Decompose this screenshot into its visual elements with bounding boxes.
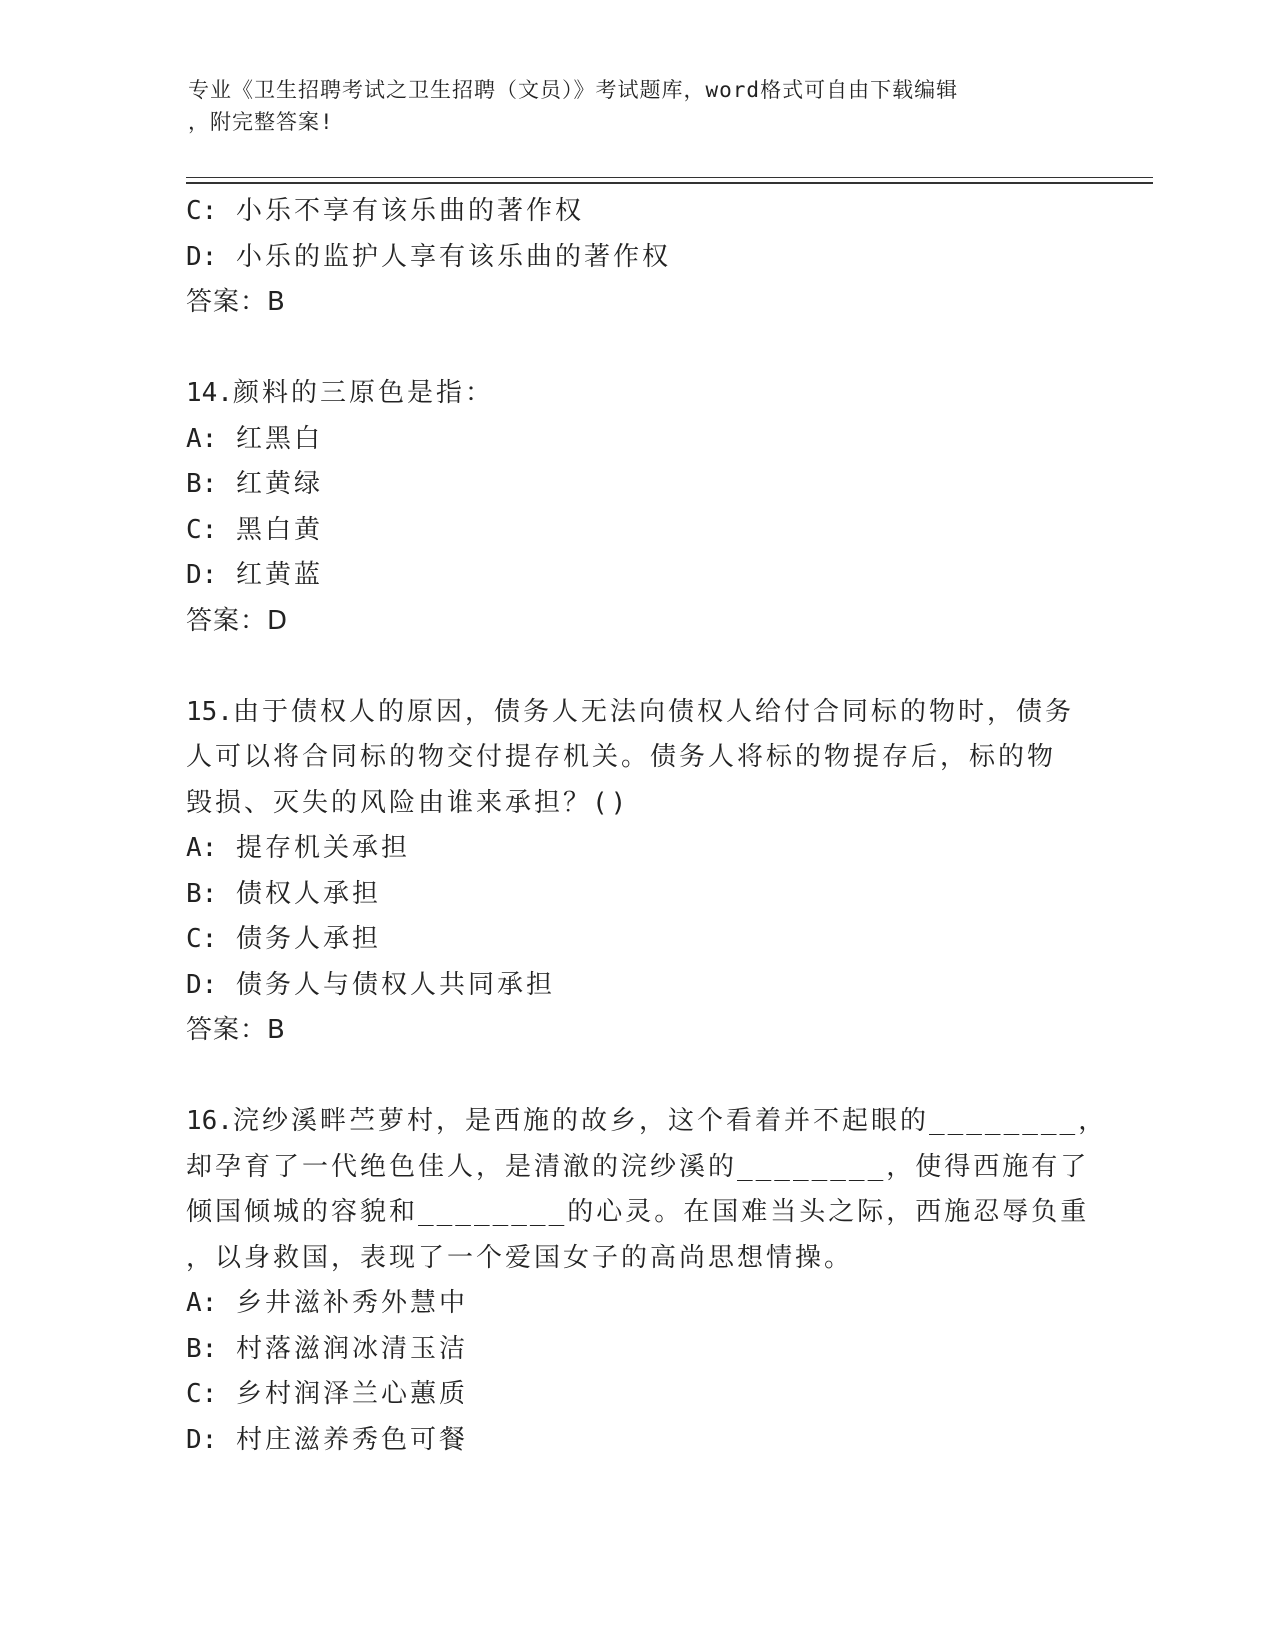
answer-label: 答案： (186, 605, 268, 636)
answer-line (186, 599, 1086, 645)
option-label: A: (186, 423, 218, 454)
option-label: B: (186, 469, 218, 499)
option-text: 村庄滋养秀色可餐 (235, 1424, 468, 1455)
header-line-1: 专业《卫生招聘考试之卫生招聘（文员）》考试题库，word格式可自由下载编辑 (188, 78, 959, 102)
question-14 (186, 371, 1086, 644)
option-c (186, 917, 1086, 963)
option-text: 乡井滋补秀外慧中 (235, 1288, 468, 1318)
question-text: 颜料的三原色是指： (232, 378, 494, 408)
question-stem (186, 371, 1086, 417)
option-label: A: (186, 1288, 218, 1318)
question-number: 15. (186, 696, 233, 727)
option-label: A: (186, 833, 218, 863)
answer-value: B (267, 287, 286, 317)
answer-value: B (267, 1015, 286, 1045)
option-text: 债权人承担 (235, 878, 381, 909)
question-number: 16. (186, 1106, 233, 1136)
option-label: D: (186, 969, 218, 1000)
option-text: 村落滋润冰清玉洁 (235, 1333, 468, 1364)
question-text: 浣纱溪畔苎萝村，是西施的故乡，这个看着并不起眼的________， (232, 1106, 1108, 1136)
answer-line (186, 280, 1086, 326)
option-a (186, 417, 1086, 463)
option-text: 提存机关承担 (235, 833, 410, 863)
option-b (186, 462, 1086, 508)
option-text: 乡村润泽兰心蕙质 (235, 1379, 468, 1409)
option-text: 红黄绿 (235, 469, 323, 499)
partial-question (186, 189, 1086, 326)
option-text: 债务人承担 (235, 924, 381, 954)
question-text: 由于债权人的原因，债务人无法向债权人给付合同标的物时，债务 (232, 696, 1074, 727)
option-label: B: (186, 1333, 218, 1364)
option-b (186, 1327, 1086, 1373)
document-header (188, 74, 1088, 138)
option-label: C: (186, 196, 218, 226)
option-d (186, 963, 1086, 1009)
answer-line (186, 1008, 1086, 1054)
option-c (186, 1372, 1086, 1418)
question-15 (186, 690, 1086, 1054)
option-d (186, 235, 1086, 281)
option-label: D: (186, 560, 218, 590)
header-line-2: ，附完整答案! (188, 110, 334, 134)
question-list (186, 189, 1108, 1463)
question-stem (186, 690, 1086, 736)
option-label: C: (186, 1379, 218, 1409)
option-text: 红黑白 (235, 423, 323, 454)
answer-label: 答案： (186, 1015, 268, 1045)
question-text-line: 倾国倾城的容貌和________的心灵。在国难当头之际，西施忍辱负重 (186, 1197, 1090, 1227)
answer-value: D (267, 605, 289, 636)
question-number: 14. (186, 378, 233, 408)
answer-label: 答案： (186, 287, 268, 317)
option-text: 小乐不享有该乐曲的著作权 (235, 196, 584, 226)
option-text: 黑白黄 (235, 514, 323, 545)
question-text-line: ，以身救国，表现了一个爱国女子的高尚思想情操。 (186, 1242, 854, 1273)
option-c (186, 508, 1086, 554)
option-label: D: (186, 1424, 218, 1455)
question-stem (186, 1099, 1108, 1145)
option-a (186, 1281, 1086, 1327)
header-divider-thin (186, 177, 1153, 178)
option-d (186, 553, 1086, 599)
option-a (186, 826, 1086, 872)
option-label: B: (186, 878, 218, 909)
option-text: 小乐的监护人享有该乐曲的著作权 (235, 241, 671, 272)
question-text-line: 人可以将合同标的物交付提存机关。债务人将标的物提存后，标的物 (186, 742, 1057, 772)
option-label: C: (186, 924, 218, 954)
question-text-line: 却孕育了一代绝色佳人，是清澈的浣纱溪的________，使得西施有了 (186, 1151, 1090, 1182)
question-16 (186, 1099, 1108, 1463)
header-divider-thick (186, 182, 1153, 184)
option-c (186, 189, 1086, 235)
option-d (186, 1418, 1086, 1464)
option-label: D: (186, 241, 218, 272)
question-text-line: 毁损、灭失的风险由谁来承担？() (186, 787, 630, 818)
option-text: 债务人与债权人共同承担 (235, 969, 555, 1000)
option-label: C: (186, 514, 218, 545)
option-b (186, 872, 1086, 918)
option-text: 红黄蓝 (235, 560, 323, 590)
